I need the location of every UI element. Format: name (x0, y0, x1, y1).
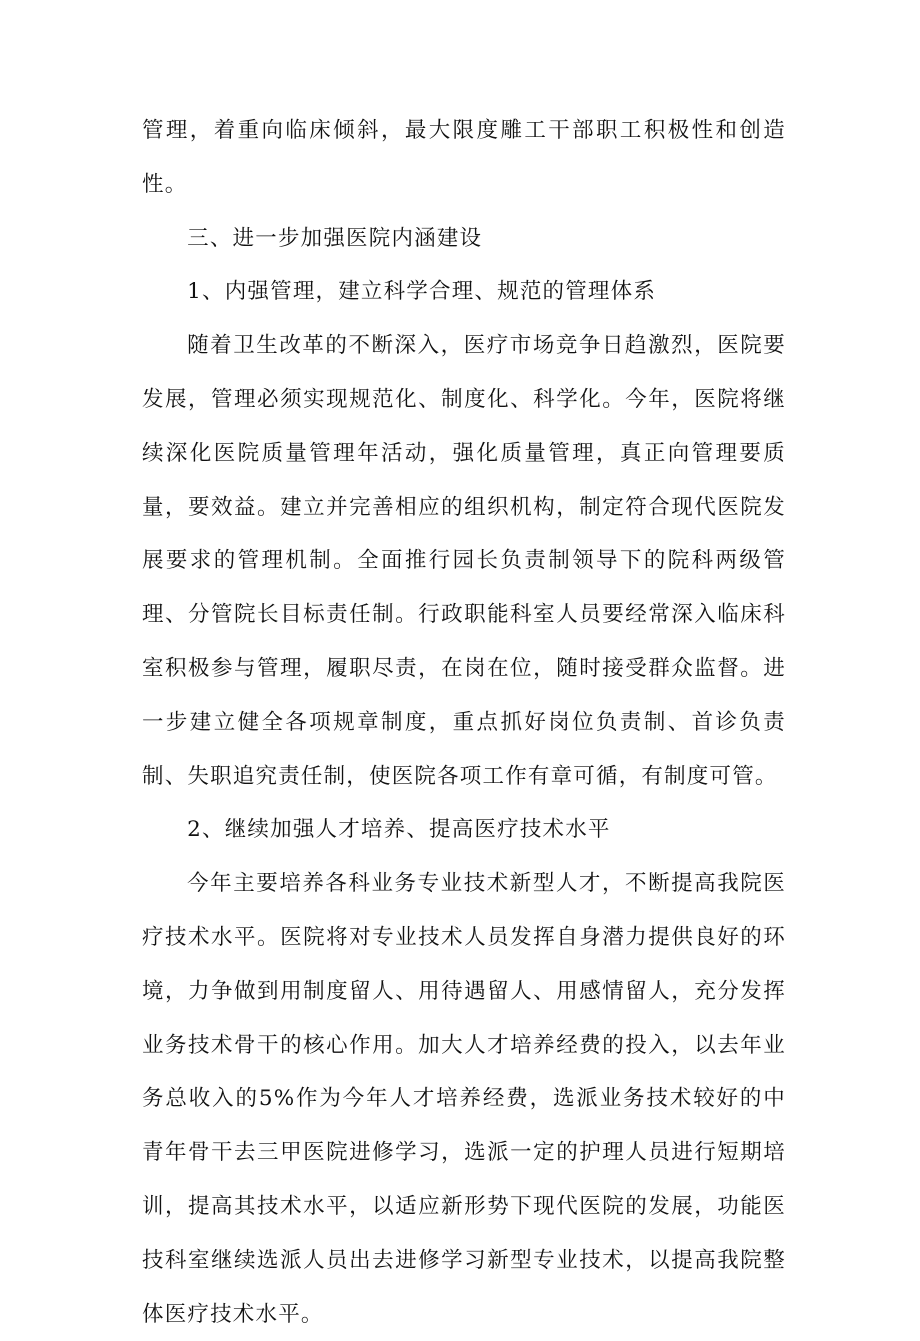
subsection-heading-2: 2、继续加强人才培养、提高医疗技术水平 (187, 817, 611, 843)
paragraph-continuation: 管理，着重向临床倾斜，最大限度雕工干部职工积极性和创造性。 (142, 118, 786, 197)
paragraph-management: 随着卫生改革的不断深入，医疗市场竞争日趋激烈，医院要发展，管理必须实现规范化、制度化、科学化。今年，医院将继续深化医院质量管理年活动，强化质量管理，真正向管理要质量，要效益。建立并完善相应的组织机构，制定符合现代医院发展要求的管理机制。全面推行园长负责制领导下的院科两级管理、分管院长目标责任制。行政职能科室人员要经常深入临床科室积极参与管理，履职尽责，在岗在位，随时接受群众监督。进一步建立健全各项规章制度，重点抓好岗位负责制、首诊负责制、失职追究责任制，使医院各项工作有章可循，有制度可管。 (142, 333, 786, 789)
section-heading-3: 三、进一步加强医院内涵建设 (187, 225, 483, 251)
document-body (142, 104, 786, 1341)
paragraph-talent-training: 今年主要培养各科业务专业技术新型人才，不断提高我院医疗技术水平。医院将对专业技术人员发挥自身潜力提供良好的环境，力争做到用制度留人、用待遇留人、用感情留人，充分发挥业务技术骨干的核心作用。加大人才培养经费的投入，以去年业务总收入的5%作为今年人才培养经费，选派业务技术较好的中青年骨干去三甲医院进修学习，选派一定的护理人员进行短期培训，提高其技术水平，以适应新形势下现代医院的发展，功能医技科室继续选派人员出去进修学习新型专业技术，以提高我院整体医疗技术水平。 (142, 871, 786, 1327)
subsection-heading-1: 1、内强管理，建立科学合理、规范的管理体系 (187, 279, 657, 305)
